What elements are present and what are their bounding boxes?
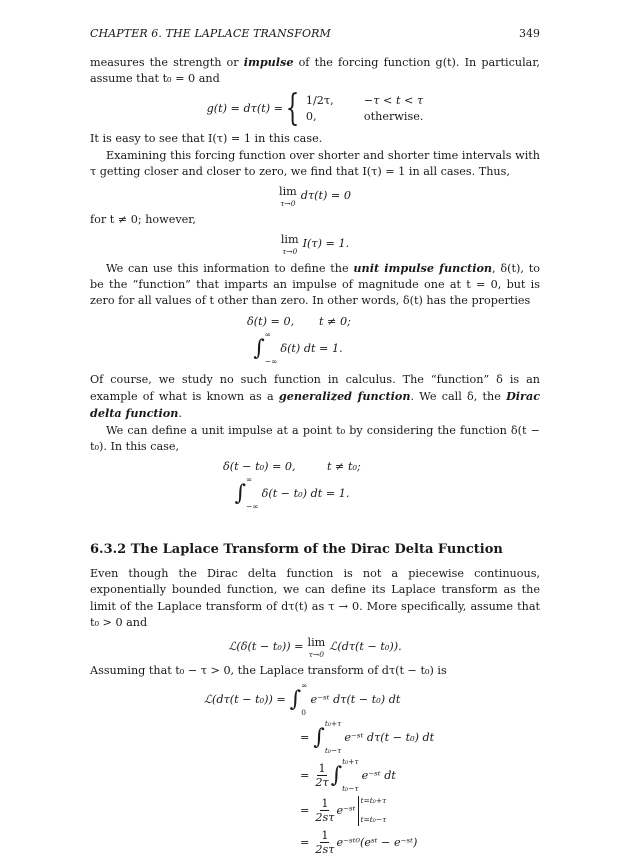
chapter-title: CHAPTER 6. THE LAPLACE TRANSFORM — [90, 27, 331, 40]
equation-limit-i: lim τ→0 I(τ) = 1. — [280, 233, 350, 257]
integral-sign: ∫ — [234, 481, 247, 507]
equation-limit-d: lim τ→0 dτ(t) = 0 — [279, 185, 351, 209]
paragraph-examining: Examining this forcing function over shorter and shorter time intervals with τ getting closer and closer to zero, we find that I(τ) = 1 in all cases. Thus, — [90, 148, 540, 178]
equation-shifted-delta: δ(t − t₀) = 0, t ≠ t₀; ∫ ∞ −∞ δ(t − t₀) dt = 1. — [223, 459, 361, 512]
paragraph-easy-to-see: It is easy to see that I(τ) = 1 in this case. — [90, 132, 323, 146]
keyword-unit-impulse: unit impulse function — [353, 260, 493, 275]
paragraph-unit-impulse: We can use this information to define the unit impulse function, δ(t), to be the “function” that imparts an impulse of magnitude one at t = 0, but is zero for all values of t other than zero. In other words, δ(t) has the properties — [90, 260, 540, 308]
section-heading: 6.3.2 The Laplace Transform of the Dirac Delta Function — [90, 542, 503, 558]
keyword-dirac-delta: Dirac delta function — [90, 389, 541, 421]
integral-sign: ∫ — [253, 335, 265, 361]
equation-laplace-limit: ℒ(δ(t − t₀)) = lim τ→0 ℒ(dτ(t − t₀)). — [228, 636, 402, 660]
keyword-generalized-function: generalized function — [278, 389, 411, 404]
integral-sign: ∫ — [313, 724, 325, 750]
equation-laplace-derivation: ℒ(dτ(t − t₀)) = ∫ ∞ 0 e⁻ˢᵗ dτ(t − t₀) dt = ∫ t₀+τ t₀−τ e⁻ˢᵗ dτ(t − t₀) dt = $\frac{1}{2\tau}$ ∫ t₀+τ t₀−τ e⁻ˢᵗ dt = $\frac{1}{2s\tau}$ e⁻ˢᵗ t=t₀+τ t=t₀−τ = $\frac{1}{2s\tau}$ e⁻ˢᵗ⁰(eˢᵗ − e⁻ˢᵗ) — [204, 680, 435, 856]
left-brace: { — [285, 88, 300, 130]
page-number: 349 — [519, 27, 540, 40]
integral-sign: ∫ — [289, 686, 302, 712]
paragraph-unit-impulse-point: We can define a unit impulse at a point t₀ by considering the function δ(t − t₀). In this case, — [90, 423, 540, 453]
equation-delta-properties: δ(t) = 0, t ≠ 0; ∫ ∞ −∞ δ(t) dt = 1. — [247, 314, 351, 366]
paragraph-generalized: Of course, we study no such function in calculus. The “function” δ is an example of what is known as a generalized function. We call δ, the Dirac delta function. — [90, 372, 541, 421]
page-body — [90, 54, 540, 859]
paragraph-assuming: Assuming that t₀ − τ > 0, the Laplace transform of dτ(t − t₀) is — [90, 663, 447, 677]
equation-forcing-function: g(t) = dτ(t) = { 1/2τ, −τ < t < τ 0, otherwise. — [206, 88, 424, 130]
paragraph-however: for t ≠ 0; however, — [90, 212, 196, 226]
paragraph-impulse: measures the strength or impulse of the forcing function g(t). In particular, assume that t₀ = 0 and — [90, 55, 540, 86]
paragraph-even-though: Even though the Dirac delta function is not a piecewise continuous, exponentially bounded function, we can define its Laplace transform as the limit of the Laplace transform of dτ(t) as τ → 0. More specifically, assume that t₀ > 0 and — [90, 567, 540, 629]
keyword-impulse: impulse — [243, 55, 294, 69]
running-header — [90, 26, 540, 42]
integral-sign: ∫ — [330, 762, 343, 788]
